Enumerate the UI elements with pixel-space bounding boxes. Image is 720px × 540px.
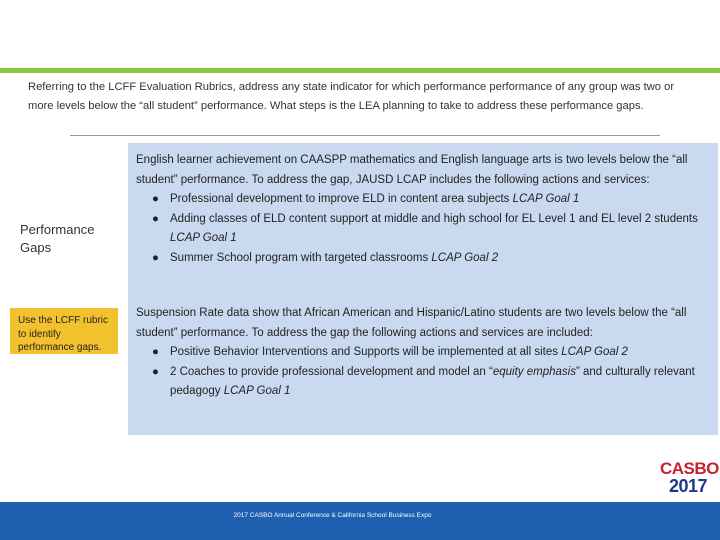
- prompt-divider: [70, 135, 660, 136]
- bullet-icon: ●: [152, 193, 159, 205]
- casbo-logo-year: 2017: [668, 476, 708, 496]
- performance-gaps-label: [20, 221, 110, 257]
- bullet-icon: ●: [152, 365, 159, 378]
- list-item: [136, 249, 710, 269]
- casbo-logo: [660, 459, 719, 496]
- action-text: 2 Coaches to provide professional development and model an “: [170, 365, 493, 378]
- equity-emphasis-text: equity emphasis: [492, 365, 576, 378]
- action-text: Summer School program with targeted classrooms: [170, 251, 432, 264]
- english-learner-actions-list: [136, 190, 710, 268]
- goal-tag: LCAP Goal 1: [512, 193, 580, 205]
- suspension-rate-intro: Suspension Rate data show that African American and Hispanic/Latino students are two levels below the “all student” performance. To address the gap the following actions and services are included:: [136, 307, 687, 339]
- goal-tag: LCAP Goal 1: [223, 385, 291, 397]
- goal-tag: LCAP Goal 1: [170, 232, 237, 244]
- list-item: [136, 343, 710, 363]
- list-item: [136, 363, 710, 402]
- goal-tag: LCAP Goal 2: [561, 346, 628, 358]
- rubric-note-box: [10, 308, 118, 354]
- suspension-actions-list: [136, 343, 710, 402]
- bullet-icon: ●: [152, 346, 159, 358]
- prompt-text: Referring to the LCFF Evaluation Rubrics, address any state indicator for which performance performance of any group was two or more levels below the “all student” performance. What steps is the LEA planning to take to address these performance gaps.: [28, 81, 675, 112]
- goal-tag: LCAP Goal 2: [431, 251, 499, 264]
- bullet-icon: ●: [152, 251, 159, 264]
- casbo-logo-name: CASBO: [660, 459, 719, 478]
- english-learner-section: [136, 151, 710, 268]
- action-text: Professional development to improve ELD in content area subjects: [170, 193, 513, 205]
- english-learner-intro: English learner achievement on CAASPP mathematics and English language arts is two levels below the “all student” performance. To address the gap, JAUSD LCAP includes the following actions and services:: [136, 154, 688, 186]
- top-accent-rule: [0, 68, 720, 73]
- list-item: [136, 190, 710, 210]
- action-text: Adding classes of ELD content support at middle and high school for EL Level 1 and EL level 2 students: [170, 212, 698, 225]
- action-text: Positive Behavior Interventions and Supports will be implemented at all sites: [170, 346, 562, 358]
- footer-bar: [0, 502, 720, 540]
- list-item: [136, 210, 710, 249]
- action-text: ” and culturally relevant pedagogy: [170, 365, 695, 397]
- bullet-icon: ●: [152, 212, 159, 225]
- performance-gaps-text: Performance Gaps: [20, 222, 95, 255]
- rubric-note-text: Use the LCFF rubric to identify performance gaps.: [18, 315, 109, 353]
- suspension-rate-section: [136, 304, 710, 402]
- footer-text: 2017 CASBO Annual Conference & California School Business Expo: [233, 512, 432, 519]
